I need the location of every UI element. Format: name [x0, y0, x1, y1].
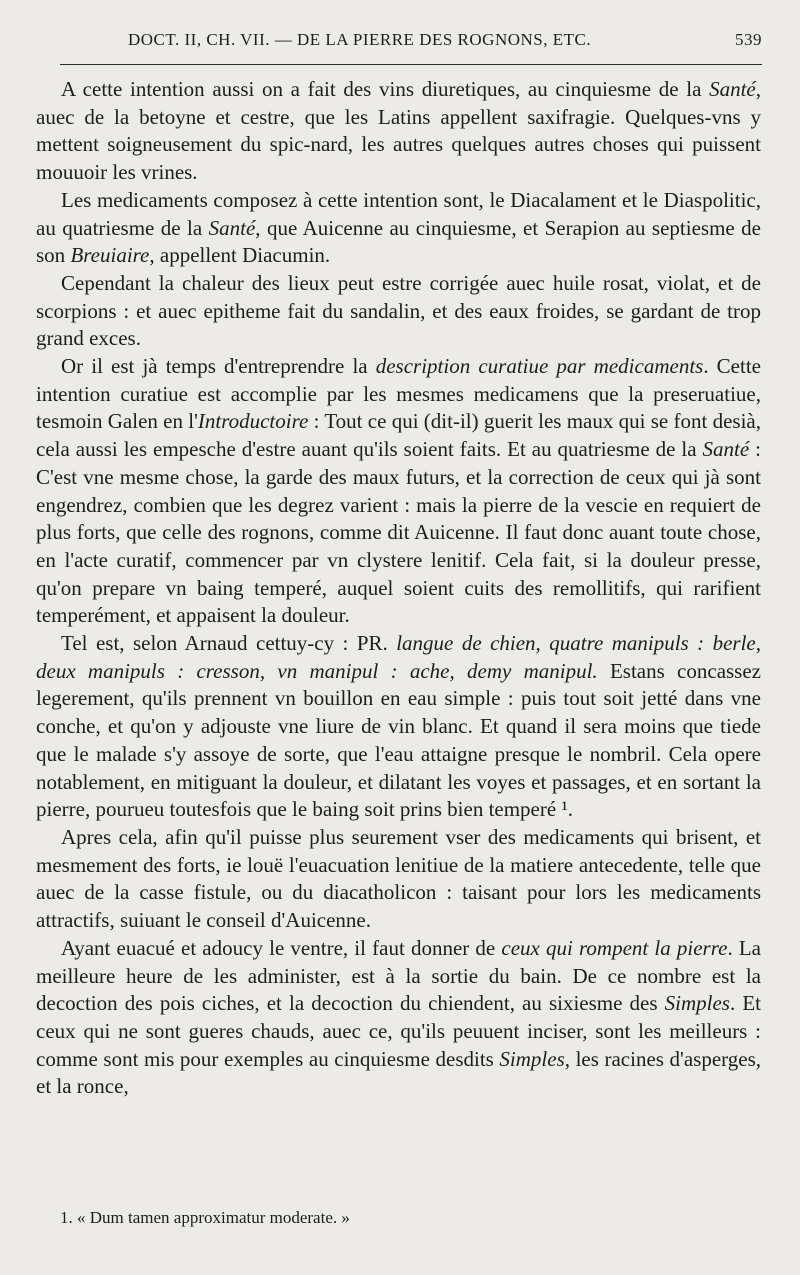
text-run: : Tout ce qui (dit-il) guerit les maux qui se font desià, cela aussi les empesche d'estre auant qu'ils soient faits. Et au quatriesme de la — [36, 409, 762, 462]
text-run: , les racines d'asperges, et la ronce, — [36, 1046, 761, 1099]
footnote: 1. « Dum tamen approximatur moderate. » — [60, 1208, 350, 1227]
text-run: , appellent Diacumin. — [149, 243, 331, 268]
text-run: A cette intention aussi on a fait des vins diuretiques, au cinquiesme de la — [61, 77, 710, 101]
italic-run: description curatiue par medicaments — [375, 354, 704, 379]
italic-run: Introductoire — [197, 409, 309, 434]
text-run: Les medicaments composez à cette intention sont, le Diacalament et le Diaspolitic, au quatriesme de la — [36, 187, 761, 240]
paragraph — [36, 270, 761, 353]
paragraph — [36, 935, 761, 1101]
italic-run: langue de chien, quatre manipuls : berle, deux manipuls : cresson, vn manipul : ache, demy manipul. — [36, 631, 761, 683]
italic-run: Simples — [664, 991, 730, 1016]
text-run: Tel est, selon Arnaud cettuy-cy : PR. — [61, 631, 397, 656]
text-run: . Et ceux qui ne sont gueres chauds, auec ce, qu'ils peuuent inciser, sont les meilleurs : comme sont mis pour exemples au cinquiesme desdits — [36, 991, 761, 1071]
text-run: Ayant euacué et adoucy le ventre, il faut donner de — [61, 935, 502, 960]
italic-run: ceux qui rompent la pierre — [501, 935, 728, 960]
text-run: . Cette intention curatiue est accomplie par les mesmes medicamens que la preseruatiue, tesmoin Galen en l' — [36, 354, 761, 434]
italic-run: Simples — [499, 1046, 565, 1071]
paragraph — [36, 76, 761, 187]
italic-run: Santé — [208, 215, 256, 240]
text-run: Or il est jà temps d'entreprendre la — [61, 354, 376, 379]
text-run: : C'est vne mesme chose, la garde des maux futurs, et la correction de ceux qui jà sont engendrez, combien que les degrez varient : mais la pierre de la vescie en requiert de plus forts, que celle des rognons, comme dit Auicenne. Il faut donc auant toute chose, en l'acte curatif, commencer par vn clystere lenitif. Cela fait, si la douleur presse, qu'on prepare vn baing temperé, auquel soient cuits des remollitifs, qui rarifient temperément, et appaisent la douleur. — [36, 437, 761, 628]
text-run: Apres cela, afin qu'il puisse plus seurement vser des medicaments qui brisent, et mesmement des forts, ie louë l'euacuation lenitiue de la matiere antecedente, telle que auec de la casse fistule, ou du diacatholicon : taisant pour lors les medicaments attractifs, suiuant le conseil d'Auicenne. — [36, 824, 761, 933]
italic-run: Breuiaire — [70, 243, 150, 268]
italic-run: Santé — [702, 437, 750, 462]
paragraph — [36, 353, 761, 630]
text-run: , auec de la betoyne et cestre, que les Latins appellent saxifragie. Quelques-vns y mettent soigneusement du spic-nard, les autres quelques autres choses qui puissent mouuoir les vrines. — [36, 77, 761, 185]
text-run: , que Auicenne au cinquiesme, et Serapion au septiesme de son — [36, 215, 761, 268]
header-rule — [60, 64, 762, 65]
paragraph — [36, 824, 761, 935]
page-number: 539 — [735, 30, 762, 49]
body-text — [36, 76, 761, 1101]
text-run: Estans concassez legerement, qu'ils prennent vn bouillon en eau simple : puis tout soit jetté dans vne conche, et qu'on y adjouste vne liure de vin blanc. Et quand il sera moins que tiede que le malade s'y assoye de sorte, que l'eau attaigne presque le nombril. Cela opere notablement, en mitiguant la douleur, et dilatant les voyes et passages, et en sortant la pierre, pourueu toutesfois que le baing soit prins bien temperé ¹. — [36, 658, 761, 822]
paragraph — [36, 187, 761, 270]
running-title: DOCT. II, CH. VII. — DE LA PIERRE DES ROGNONS, ETC. — [128, 30, 592, 49]
text-run: Cependant la chaleur des lieux peut estre corrigée auec huile rosat, violat, et de scorpions : et auec epitheme fait du sandalin, et des eaux froides, se gardant de trop grand exces. — [36, 270, 761, 351]
paragraph — [36, 630, 761, 824]
running-header — [62, 28, 762, 56]
text-run: . La meilleure heure de les administer, est à la sortie du bain. De ce nombre est la decoction des pois ciches, et la decoction du chiendent, au sixiesme des — [36, 935, 761, 1016]
italic-run: Santé — [709, 77, 756, 101]
